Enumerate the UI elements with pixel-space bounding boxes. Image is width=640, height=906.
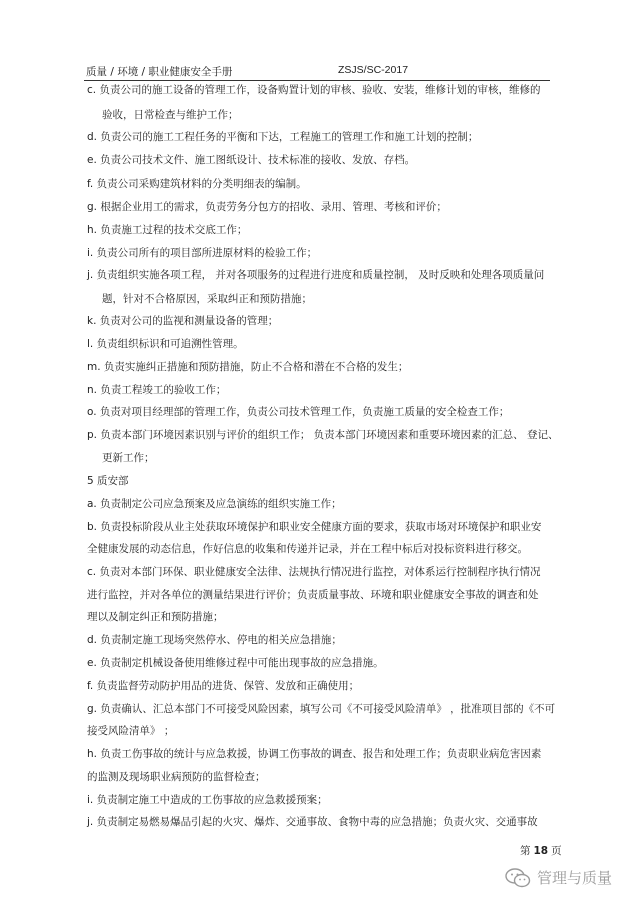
text-line: 的监测及现场职业病预防的监督检查；: [87, 771, 266, 783]
text-line: j. 负责制定易燃易爆品引起的火灾、爆炸、交通事故、食物中毒的应急措施；负责火灾、交通事故: [87, 816, 538, 828]
page-suffix: 页: [551, 845, 562, 857]
text-line: i. 负责公司所有的项目部所进原材料的检验工作；: [87, 247, 318, 259]
text-line: c. 负责对本部门环保、职业健康安全法律、法规执行情况进行监控，对体系运行控制程序执行情况: [87, 566, 541, 578]
text-line: e. 负责制定机械设备使用维修过程中可能出现事故的应急措施。: [87, 657, 384, 669]
text-line: d. 负责制定施工现场突然停水、停电的相关应急措施；: [87, 634, 342, 646]
text-line: 接受风险清单》 ；: [87, 725, 175, 737]
text-line: g. 负责确认、汇总本部门不可接受风险因素，填写公司《不可接受风险清单》 ，批准项目部的《不可: [87, 703, 556, 715]
text-line: j. 负责组织实施各项工程， 并对各项服务的过程进行进度和质量控制， 及时反映和处理各项质量问: [87, 269, 545, 281]
text-line: g. 根据企业用工的需求，负责劳务分包方的招收、录用、管理、考核和评价；: [87, 201, 447, 213]
text-line: a. 负责制定公司应急预案及应急演练的组织实施工作；: [87, 498, 342, 510]
page-prefix: 第: [520, 845, 531, 857]
text-line: 进行监控，并对各单位的测量结果进行评价；负责质量事故、环境和职业健康安全事故的调查和处: [87, 589, 539, 601]
manual-title: 质量 / 环境 / 职业健康安全手册: [86, 66, 233, 78]
text-line: 更新工作；: [102, 452, 155, 464]
text-line: 题，针对不合格原因，采取纠正和预防措施；: [102, 293, 312, 305]
text-line: h. 负责施工过程的技术交底工作；: [87, 224, 248, 236]
text-line: 理以及制定纠正和预防措施；: [87, 611, 224, 623]
text-line: l. 负责组织标识和可追溯性管理。: [87, 338, 244, 350]
header-divider: [84, 80, 550, 81]
section-heading: 5 质安部: [87, 475, 129, 487]
text-line: 验收，日常检查与维护工作；: [102, 109, 239, 121]
text-line: n. 负责工程竣工的验收工作；: [87, 384, 227, 396]
text-line: f. 负责公司采购建筑材料的分类明细表的编制。: [87, 178, 307, 190]
text-line: f. 负责监督劳动防护用品的进货、保管、发放和正确使用；: [87, 680, 360, 692]
text-line: 全健康发展的动态信息，作好信息的收集和传递并记录，并在工程中标后对投标资料进行移交。: [87, 543, 528, 555]
text-line: m. 负责实施纠正措施和预防措施，防止不合格和潜在不合格的发生；: [87, 361, 409, 373]
text-line: b. 负责投标阶段从业主处获取环境保护和职业安全健康方面的要求，获取市场对环境保护和职业安: [87, 521, 542, 533]
page-number: [520, 843, 562, 858]
page-number-value: 18: [533, 845, 549, 857]
text-line: i. 负责制定施工中造成的工伤事故的应急救援预案；: [87, 794, 328, 806]
text-line: h. 负责工伤事故的统计与应急救援，协调工伤事故的调查、报告和处理工作；负责职业病危害因素: [87, 748, 542, 760]
watermark-text: 管理与质量: [537, 869, 613, 887]
text-line: d. 负责公司的施工工程任务的平衡和下达，工程施工的管理工作和施工计划的控制；: [87, 131, 479, 143]
document-code: ZSJS/SC-2017: [338, 64, 409, 76]
text-line: p. 负责本部门环境因素识别与评价的组织工作； 负责本部门环境因素和重要环境因素的汇总、 登记、: [87, 429, 559, 441]
wechat-icon: [505, 868, 531, 888]
text-line: e. 负责公司技术文件、施工图纸设计、技术标准的接收、发放、存档。: [87, 154, 416, 166]
text-line: c. 负责公司的施工设备的管理工作，设备购置计划的审核、验收、安装，维修计划的审核，维修的: [87, 84, 541, 96]
watermark: [505, 867, 612, 888]
text-line: k. 负责对公司的监视和测量设备的管理；: [87, 315, 279, 327]
text-line: o. 负责对项目经理部的管理工作，负责公司技术管理工作，负责施工质量的安全检查工作；: [87, 406, 510, 418]
